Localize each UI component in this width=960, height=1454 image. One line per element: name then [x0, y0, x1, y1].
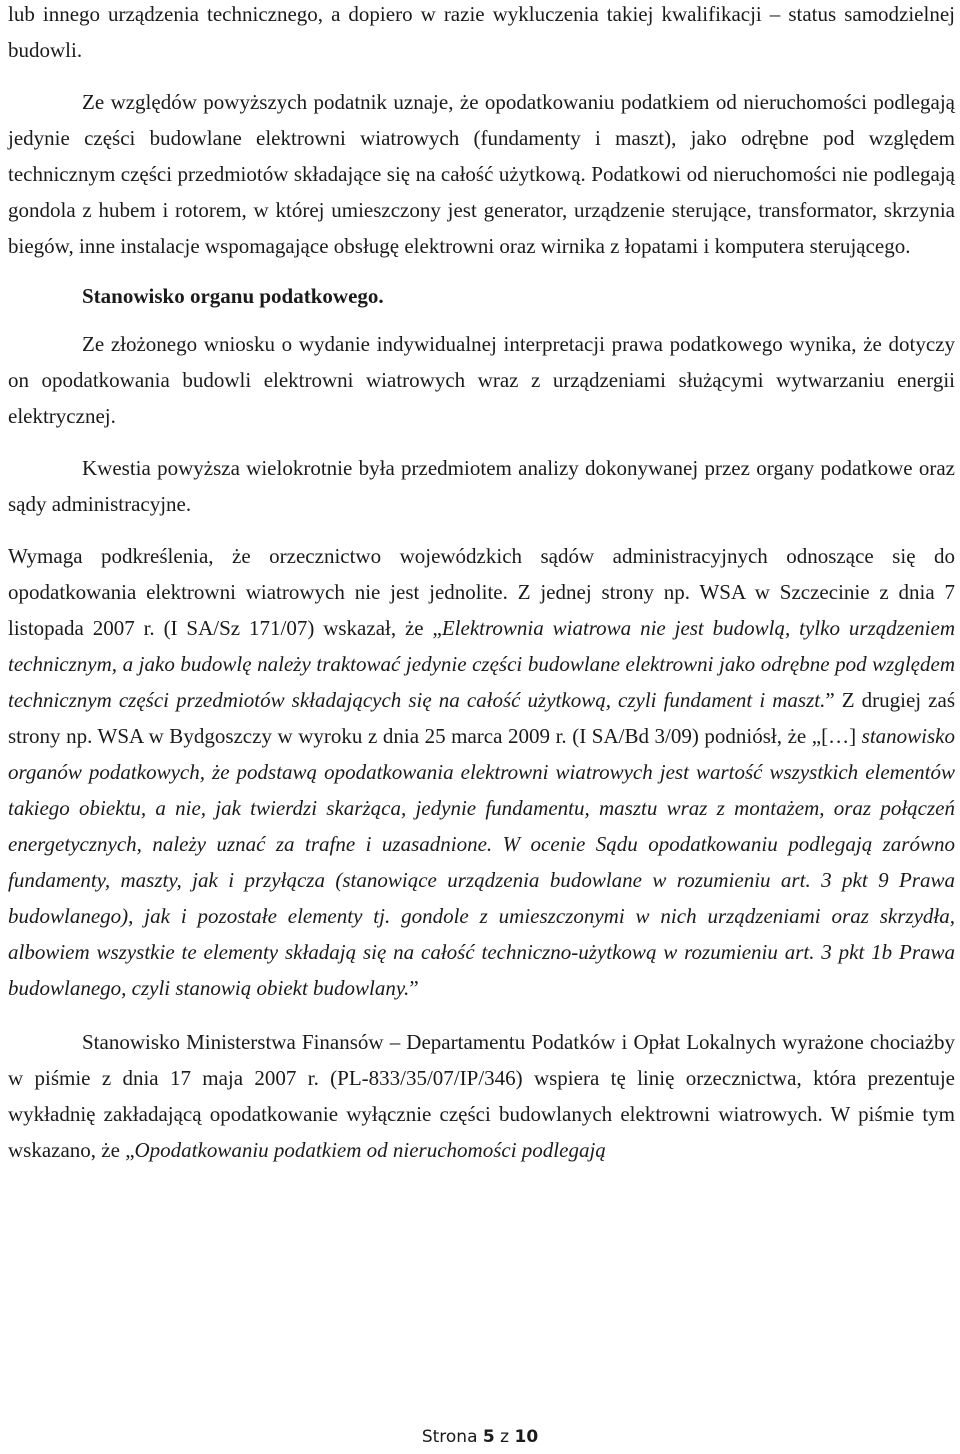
- page-total: 10: [514, 1427, 539, 1447]
- section-heading: Stanowisko organu podatkowego.: [82, 284, 384, 308]
- case-law-text-a: Wymaga podkreślenia, że orzecznictwo wojewódzkich sądów administracyjnych odnoszące się do opodatkowania elektrowni wiatrowych nie jest jednolite. Z jednej strony np. WSA w Szczecinie z dnia 7 listopada 2007 r. (I SA/Sz 171/07) wskazał, że „: [8, 544, 955, 640]
- quote-ministry: Opodatkowaniu podatkiem od nieruchomości podlegają: [134, 1138, 606, 1162]
- quote-szczecin: Elektrownia wiatrowa nie jest budowlą, tylko urządzeniem technicznym, a jako budowlę należy traktować jedynie części budowlane elektrowni jako odrębne pod względem technicznym części przedmiotów składających się na całość użytkową, czyli fundament i maszt.: [8, 616, 955, 712]
- paragraph-issue-analysis: Kwestia powyższa wielokrotnie była przedmiotem analizy dokonywanej przez organy podatkowe oraz sądy administracyjne.: [8, 456, 955, 516]
- paragraph-continued: lub innego urządzenia technicznego, a dopiero w razie wykluczenia takiej kwalifikacji – status samodzielnej budowli.: [8, 2, 955, 62]
- page-current: 5: [482, 1427, 495, 1447]
- paragraph-taxpayer-position: Ze względów powyższych podatnik uznaje, że opodatkowaniu podatkiem od nieruchomości podlegają jedynie części budowlane elektrowni wiatrowych (fundamenty i maszt), jako odrębne pod względem technicznym części przedmiotów składające się na całość użytkową. Podatkowi od nieruchomości nie podlegają gondola z hubem i rotorem, w której umieszczony jest generator, urządzenie sterujące, transformator, skrzynia biegów, inne instalacje wspomagające obsługę elektrowni oraz wirnika z łopatami i komputera sterującego.: [8, 90, 955, 258]
- ministry-text-a: Stanowisko Ministerstwa Finansów – Departamentu Podatków i Opłat Lokalnych wyrażone chociażby w piśmie z dnia 17 maja 2007 r. (PL-833/35/07/IP/346) wspiera tę linię orzecznictwa, która prezentuje wykładnię zakładającą opodatkowanie wyłącznie części budowlanych elektrowni wiatrowych. W piśmie tym wskazano, że „: [8, 1030, 955, 1162]
- paragraph-application: Ze złożonego wniosku o wydanie indywidualnej interpretacji prawa podatkowego wynika, że dotyczy on opodatkowania budowli elektrowni wiatrowych wraz z urządzeniami służącymi wytwarzaniu energii elektrycznej.: [8, 332, 955, 428]
- case-law-text-c: ” Z drugiej zaś strony np. WSA w Bydgoszczy w wyroku z dnia 25 marca 2009 r. (I SA/Bd 3/09) podniósł, że „[…]: [8, 688, 955, 748]
- paragraph-ministry-position: [8, 1024, 955, 1168]
- page-separator: z: [500, 1427, 510, 1447]
- page-footer: [0, 1426, 960, 1448]
- paragraph-case-law: [8, 538, 955, 1006]
- page-label: Strona: [421, 1427, 478, 1447]
- quote-bydgoszcz: stanowisko organów podatkowych, że podstawą opodatkowania elektrowni wiatrowych jest wartość wszystkich elementów takiego obiektu, a nie, jak twierdzi skarżąca, jedynie fundamentu, masztu wraz z montażem, oraz połączeń energetycznych, należy uznać za trafne i uzasadnione. W ocenie Sądu opodatkowaniu podlegają zarówno fundamenty, maszty, jak i przyłącza (stanowiące urządzenia budowlane w rozumieniu art. 3 pkt 9 Prawa budowlanego), jak i pozostałe elementy tj. gondole z umieszczonymi w nich urządzeniami oraz skrzydła, albowiem wszystkie te elementy składają się na całość techniczno-użytkową w rozumieniu art. 3 pkt 1b Prawa budowlanego, czyli stanowią obiekt budowlany.: [8, 724, 955, 1000]
- case-law-text-e: ”: [409, 976, 419, 1000]
